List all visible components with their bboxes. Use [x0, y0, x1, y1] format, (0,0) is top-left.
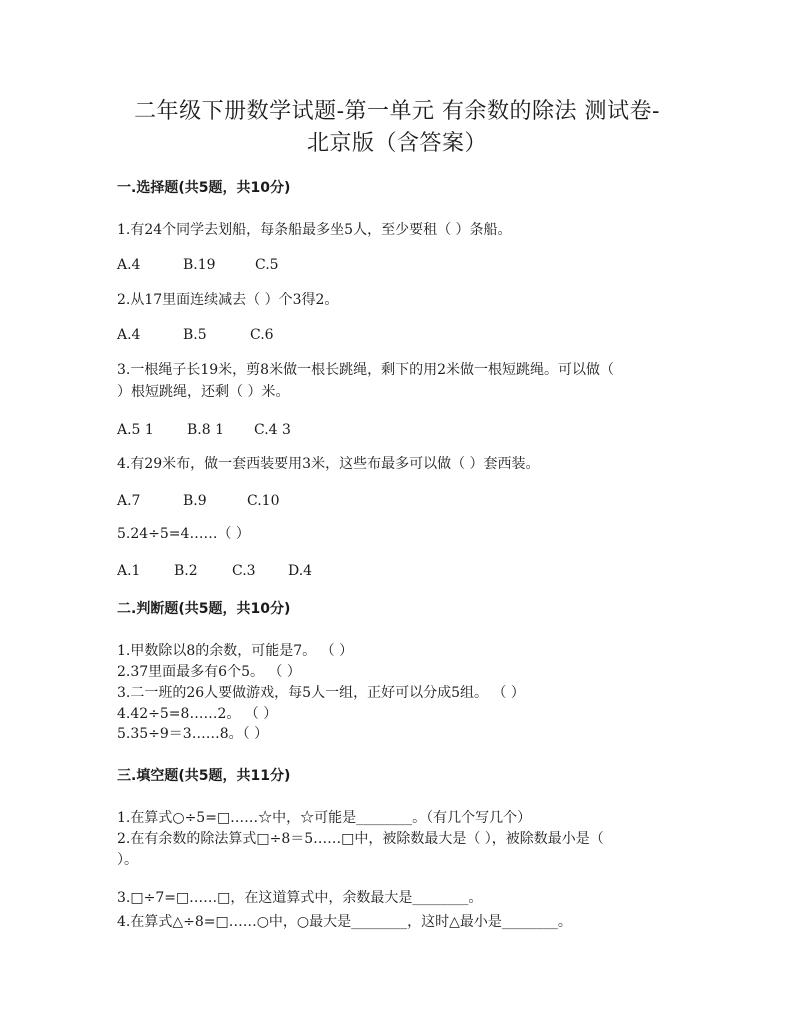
fill-item-4: 4.在算式△÷8=□……○中，○最大是________，这时△最小是________。	[117, 914, 572, 930]
option: A.7	[117, 493, 141, 509]
section-heading-choice: 一.选择题(共5题，共10分)	[117, 180, 291, 196]
option: A.4	[117, 327, 141, 343]
judge-item-3: 3.二一班的26人要做游戏，每5人一组，正好可以分成5组。 （ ）	[117, 685, 525, 701]
question-1-text: 1.有24个同学去划船，每条船最多坐5人，至少要租（ ）条船。	[117, 222, 512, 238]
option: B.9	[183, 493, 207, 509]
section-heading-true-false: 二.判断题(共5题，共10分)	[117, 601, 291, 617]
judge-item-1: 1.甲数除以8的余数，可能是7。 （ ）	[117, 643, 354, 659]
question-5-text: 5.24÷5=4……（ ）	[117, 526, 250, 542]
question-3-text-line-2: ）根短跳绳，还剩（ ）米。	[117, 384, 290, 400]
option: C.4 3	[254, 422, 291, 438]
option: C.6	[250, 327, 274, 343]
document-title-line-1: 二年级下册数学试题-第一单元 有余数的除法 测试卷-	[134, 99, 660, 124]
question-3-text-line-1: 3.一根绳子长19米，剪8米做一根长跳绳，剩下的用2米做一根短跳绳。可以做（	[117, 362, 614, 378]
option: C.10	[247, 493, 280, 509]
fill-item-2-line-2: ）。	[117, 852, 138, 868]
fill-item-1: 1.在算式○÷5=□……☆中，☆可能是________。（有几个写几个）	[117, 810, 532, 826]
question-4-text: 4.有29米布，做一套西装要用3米，这些布最多可以做（ ）套西装。	[117, 456, 540, 472]
document-title-line-2: 北京版（含答案）	[306, 131, 487, 156]
option: D.4	[288, 563, 313, 579]
option: A.1	[117, 563, 141, 579]
option: B.8 1	[187, 422, 225, 438]
judge-item-5: 5.35÷9＝3……8。（ ）	[117, 726, 269, 742]
question-2-text: 2.从17里面连续减去（ ）个3得2。	[117, 292, 339, 308]
option: B.2	[174, 563, 198, 579]
option: A.4	[117, 257, 141, 273]
section-heading-fill-blank: 三.填空题(共5题，共11分)	[117, 768, 291, 784]
option: A.5 1	[117, 422, 154, 438]
judge-item-2: 2.37里面最多有6个5。 （ ）	[117, 664, 301, 680]
fill-item-2-line-1: 2.在有余数的除法算式□÷8＝5……□中，被除数最大是（ ），被除数最小是（	[117, 831, 604, 847]
fill-item-3: 3.□÷7=□……□，在这道算式中，余数最大是________。	[117, 890, 483, 906]
option: C.3	[232, 563, 256, 579]
option: B.19	[183, 257, 216, 273]
judge-item-4: 4.42÷5=8……2。 （ ）	[117, 706, 278, 722]
option: C.5	[255, 257, 279, 273]
option: B.5	[183, 327, 207, 343]
